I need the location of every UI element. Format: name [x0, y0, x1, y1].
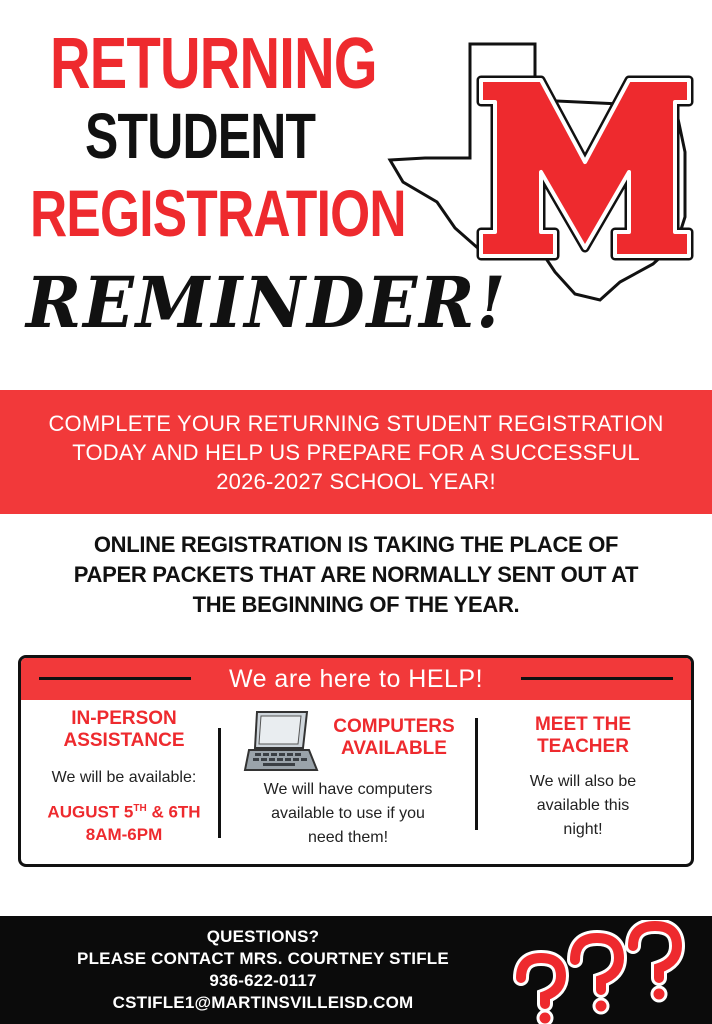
meet-body-line: We will also be	[529, 773, 637, 790]
in-person-title: ASSISTANCE	[63, 730, 185, 751]
computers-heading	[319, 716, 469, 760]
column-divider	[475, 718, 478, 830]
help-heading: We are here to HELP!	[228, 664, 484, 693]
note-line: PAPER PACKETS THAT ARE NORMALLY SENT OUT AT	[73, 562, 639, 587]
header-rule-left	[39, 677, 191, 680]
meet-body-line: available this	[536, 797, 630, 814]
texas-m-logo-icon	[385, 42, 695, 304]
in-person-time: 8AM-6PM	[85, 824, 163, 844]
in-person-title: IN-PERSON	[71, 708, 177, 729]
computers-title: AVAILABLE	[341, 738, 447, 759]
contact-footer	[0, 916, 712, 1024]
title-returning: RETURNING	[50, 24, 377, 104]
title-student: STUDENT	[85, 100, 316, 172]
date-sup: TH	[133, 803, 147, 814]
online-registration-note	[20, 530, 692, 620]
computers-body-line: need them!	[307, 829, 389, 846]
questions-label: QUESTIONS?	[206, 927, 320, 946]
date-suffix: & 6TH	[146, 802, 201, 822]
registration-banner	[0, 390, 712, 514]
laptop-icon	[243, 708, 321, 776]
title-reminder: REMINDER!	[26, 261, 508, 344]
in-person-column	[29, 708, 219, 846]
banner-line: TODAY AND HELP US PREPARE FOR A SUCCESSFUL	[72, 439, 640, 465]
contact-name: PLEASE CONTACT MRS. COURTNEY STIFLE	[77, 949, 449, 968]
meet-body-line: night!	[563, 821, 603, 838]
meet-title: TEACHER	[537, 736, 629, 757]
question-marks-icon	[505, 920, 695, 1024]
meet-title: MEET THE	[534, 714, 632, 735]
column-divider	[218, 728, 221, 838]
help-header	[21, 658, 691, 700]
meet-teacher-column	[483, 714, 683, 842]
in-person-body: We will be available:	[51, 769, 197, 786]
banner-line: 2026-2027 SCHOOL YEAR!	[216, 468, 496, 494]
computers-title: COMPUTERS	[333, 716, 455, 737]
banner-line: COMPLETE YOUR RETURNING STUDENT REGISTRATION	[48, 410, 664, 436]
note-line: ONLINE REGISTRATION IS TAKING THE PLACE OF	[93, 532, 619, 557]
header-rule-right	[521, 677, 673, 680]
in-person-date	[29, 798, 219, 824]
computers-body-line: available to use if you	[271, 805, 425, 822]
contact-email[interactable]: CSTIFLE1@MARTINSVILLEISD.COM	[112, 993, 414, 1012]
date-prefix: AUGUST 5	[47, 802, 134, 822]
contact-text	[28, 926, 498, 1014]
title-registration: REGISTRATION	[30, 176, 406, 250]
contact-phone[interactable]: 936-622-0117	[209, 971, 317, 990]
meet-body	[483, 770, 683, 842]
computers-body-line: We will have computers	[263, 781, 433, 798]
note-line: THE BEGINNING OF THE YEAR.	[192, 592, 520, 617]
help-box	[18, 655, 694, 867]
computers-body	[233, 778, 463, 850]
